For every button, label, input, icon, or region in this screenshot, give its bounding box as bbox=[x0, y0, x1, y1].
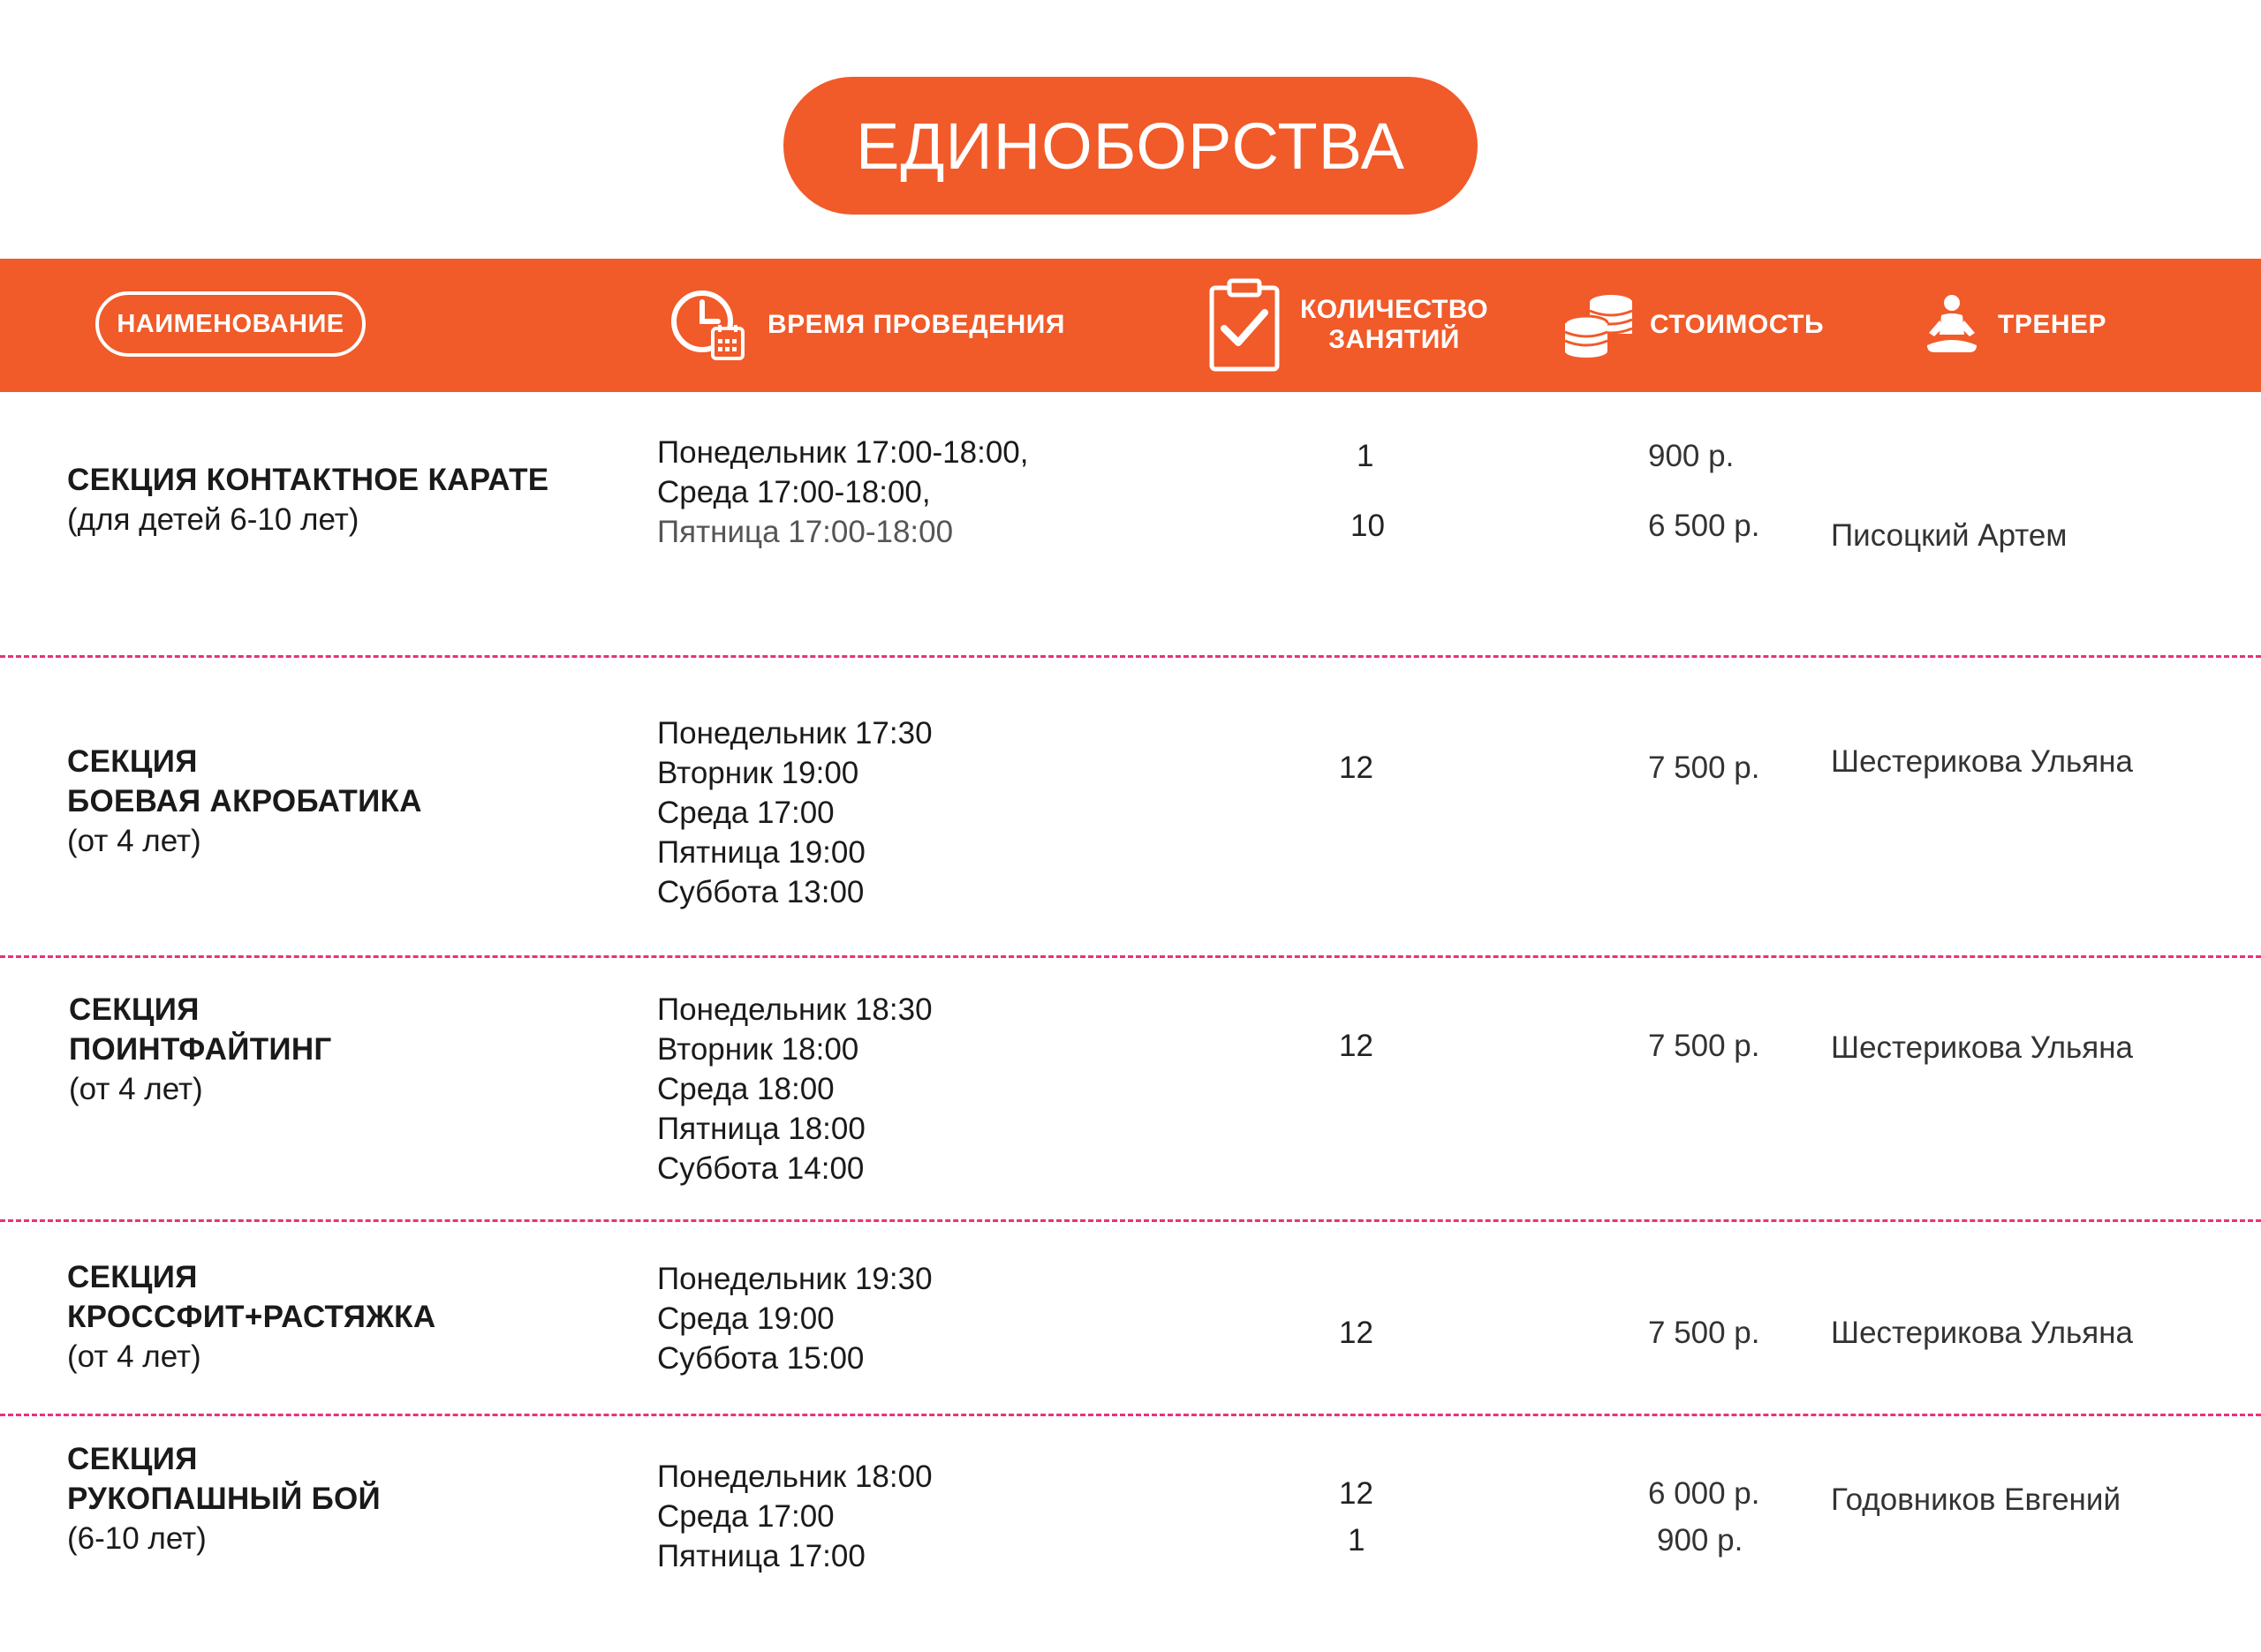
price: 7 500 р. bbox=[1648, 1029, 1760, 1063]
coach-name: Шестерикова Ульяна bbox=[1831, 1316, 2134, 1350]
coach-name: Годовников Евгений bbox=[1831, 1482, 2121, 1517]
header-name: НАИМЕНОВАНИЕ bbox=[95, 291, 366, 357]
schedule-line: Понедельник 18:30 bbox=[657, 992, 933, 1027]
header-time-label: ВРЕМЯ ПРОВЕДЕНИЯ bbox=[768, 310, 1065, 339]
session-count: 12 bbox=[1339, 1476, 1373, 1511]
coach-name: Писоцкий Артем bbox=[1831, 518, 2068, 553]
schedule-line: Среда 17:00-18:00, bbox=[657, 475, 931, 509]
schedule-line: Пятница 17:00 bbox=[657, 1539, 866, 1573]
section-title-line: РУКОПАШНЫЙ БОЙ bbox=[67, 1482, 382, 1516]
schedule bbox=[657, 433, 1029, 552]
schedule-line: Суббота 13:00 bbox=[657, 875, 865, 909]
section-title-line: КРОССФИТ+РАСТЯЖКА bbox=[67, 1300, 436, 1334]
row-divider bbox=[0, 955, 2261, 958]
row-divider bbox=[0, 655, 2261, 658]
section-name bbox=[67, 1257, 435, 1377]
schedule-line: Пятница 18:00 bbox=[657, 1112, 866, 1146]
price: 7 500 р. bbox=[1648, 1316, 1760, 1350]
coach-name: Шестерикова Ульяна bbox=[1831, 1030, 2134, 1065]
schedule-line: Понедельник 18:00 bbox=[657, 1460, 933, 1494]
schedule-line: Понедельник 17:30 bbox=[657, 716, 933, 751]
schedule-line: Вторник 18:00 bbox=[657, 1032, 859, 1067]
schedule-line: Среда 18:00 bbox=[657, 1072, 835, 1106]
schedule-line: Вторник 19:00 bbox=[657, 756, 859, 790]
schedule-line: Понедельник 17:00-18:00, bbox=[657, 435, 1029, 470]
price: 6 500 р. bbox=[1648, 509, 1760, 543]
header-time bbox=[669, 281, 1065, 369]
row-divider bbox=[0, 1219, 2261, 1222]
page-title: ЕДИНОБОРСТВА bbox=[856, 109, 1405, 183]
section-name bbox=[67, 742, 422, 861]
header-coach bbox=[1925, 291, 2106, 358]
schedule-line: Среда 17:00 bbox=[657, 796, 835, 830]
schedule-line: Понедельник 19:30 bbox=[657, 1262, 933, 1296]
schedule bbox=[657, 990, 933, 1188]
header-price-label: СТОИМОСТЬ bbox=[1650, 310, 1825, 339]
coach-name: Шестерикова Ульяна bbox=[1831, 744, 2134, 779]
title-badge bbox=[783, 77, 1478, 215]
schedule-line: Суббота 14:00 bbox=[657, 1151, 865, 1186]
session-count: 1 bbox=[1348, 1523, 1365, 1558]
clock-calendar-icon bbox=[669, 286, 746, 364]
section-age: (от 4 лет) bbox=[69, 1072, 203, 1106]
section-age: (для детей 6-10 лет) bbox=[67, 502, 359, 537]
section-age: (6-10 лет) bbox=[67, 1521, 207, 1556]
section-title-line: СЕКЦИЯ bbox=[67, 744, 198, 779]
schedule bbox=[657, 713, 933, 912]
section-title-line: СЕКЦИЯ КОНТАКТНОЕ КАРАТЕ bbox=[67, 463, 549, 497]
price: 6 000 р. bbox=[1648, 1476, 1760, 1511]
section-title-line: БОЕВАЯ АКРОБАТИКА bbox=[67, 784, 422, 818]
row-divider bbox=[0, 1414, 2261, 1416]
section-title-line: СЕКЦИЯ bbox=[69, 992, 200, 1027]
section-name bbox=[69, 990, 332, 1109]
header-price bbox=[1562, 287, 1824, 363]
header-count-line2: ЗАНЯТИЙ bbox=[1328, 325, 1460, 354]
header-count-label bbox=[1300, 295, 1488, 355]
meditating-person-icon bbox=[1925, 294, 1978, 356]
section-title-line: СЕКЦИЯ bbox=[67, 1442, 198, 1476]
section-title-line: ПОИНТФАЙТИНГ bbox=[69, 1032, 332, 1067]
session-count: 12 bbox=[1339, 1029, 1373, 1063]
price: 900 р. bbox=[1648, 439, 1735, 473]
price: 7 500 р. bbox=[1648, 751, 1760, 785]
session-count: 12 bbox=[1339, 751, 1373, 785]
section-name bbox=[67, 460, 548, 539]
schedule-line: Среда 19:00 bbox=[657, 1301, 835, 1336]
schedule-line: Суббота 15:00 bbox=[657, 1341, 865, 1376]
section-age: (от 4 лет) bbox=[67, 1339, 201, 1374]
header-count bbox=[1208, 274, 1488, 376]
schedule-line: Среда 17:00 bbox=[657, 1499, 835, 1534]
schedule-line: Пятница 17:00-18:00 bbox=[657, 515, 954, 549]
clipboard-check-icon bbox=[1208, 277, 1281, 373]
session-count: 1 bbox=[1357, 439, 1374, 473]
header-count-line1: КОЛИЧЕСТВО bbox=[1300, 295, 1489, 324]
schedule bbox=[657, 1259, 933, 1378]
coins-stack-icon bbox=[1562, 291, 1636, 358]
section-age: (от 4 лет) bbox=[67, 824, 201, 858]
session-count: 12 bbox=[1339, 1316, 1373, 1350]
schedule bbox=[657, 1457, 933, 1576]
table-header bbox=[0, 259, 2261, 392]
session-count: 10 bbox=[1350, 509, 1385, 543]
section-name bbox=[67, 1439, 381, 1558]
schedule-line: Пятница 19:00 bbox=[657, 835, 866, 870]
price: 900 р. bbox=[1657, 1523, 1743, 1558]
section-title-line: СЕКЦИЯ bbox=[67, 1260, 198, 1294]
header-coach-label: ТРЕНЕР bbox=[1998, 310, 2107, 339]
